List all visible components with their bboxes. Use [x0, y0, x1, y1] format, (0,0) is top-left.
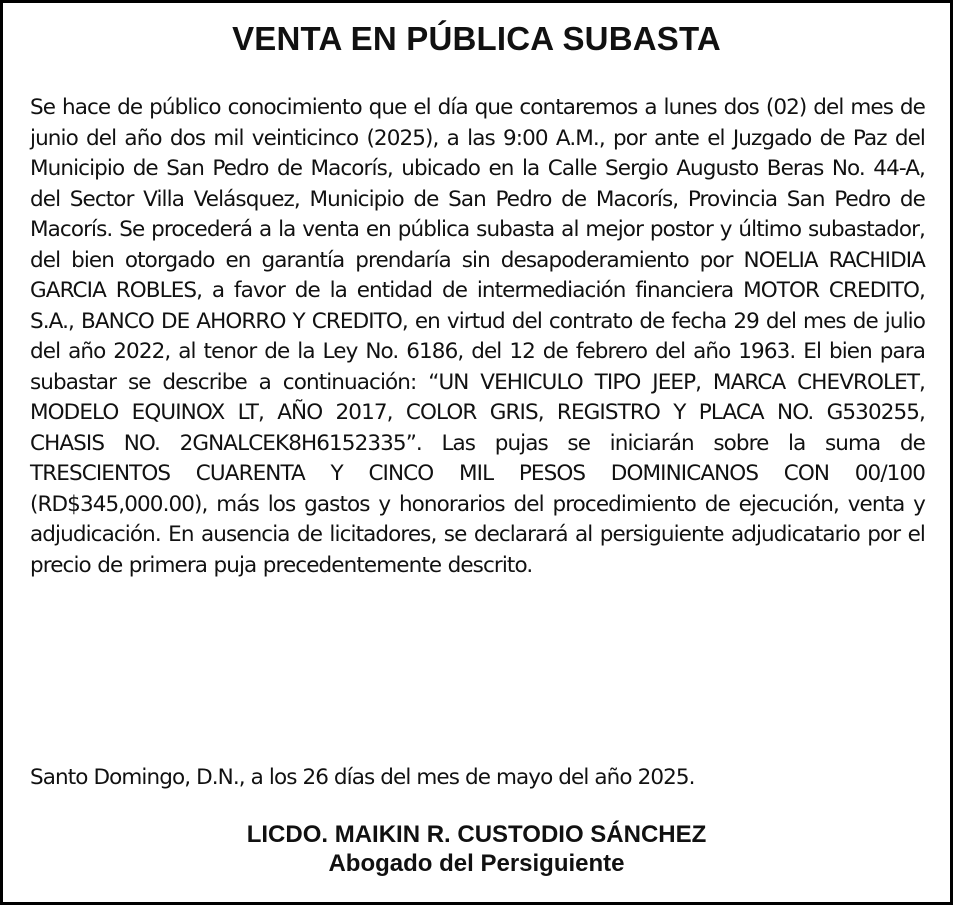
notice-date-line: Santo Domingo, D.N., a los 26 días del mes de mayo del año 2025. — [30, 765, 695, 790]
signature-name: LICDO. MAIKIN R. CUSTODIO SÁNCHEZ — [246, 821, 707, 848]
signature-role: Abogado del Persiguiente — [328, 850, 625, 877]
notice-body: Se hace de público conocimiento que el día que contaremos a lunes dos (02) del mes de junio del año dos mil veinticinco (2025), a las 9:00 A.M., por ante el Juzgado de Paz del Municipio de San Pedro de Macorís, ubicado en la Calle Sergio Augusto Beras No. 44-A, del Sector Villa Velásquez, Municipio de San Pedro de Macorís, Provincia San Pedro de Macorís. Se procederá a la venta en pública subasta al mejor postor y último subastador, del bien otorgado en garantía prendaría sin desapoderamiento por NOELIA RACHIDIA GARCIA ROBLES, a favor de la entidad de intermediación financiera MOTOR CREDITO, S.A., BANCO DE AHORRO Y CREDITO, en virtud del contrato de fecha 29 del mes de julio del año 2022, al tenor de la Ley No. 6186, del 12 de febrero del año 1963. El bien para subastar se describe a continuación: “UN VEHICULO TIPO JEEP, MARCA CHEVROLET, MODELO EQUINOX LT, AÑO 2017, COLOR GRIS, REGISTRO Y PLACA NO. G530255, CHASIS NO. 2GNALCEK8H6152335”. Las pujas se iniciarán sobre la suma de TRESCIENTOS CUARENTA Y CINCO MIL PESOS DOMINICANOS CON 00/100 (RD$345,000.00), más los gastos y honorarios del procedimiento de ejecución, venta y adjudicación. En ausencia de licitadores, se declarará al persiguiente adjudicatario por el precio de primera puja precedentemente descrito. — [30, 95, 925, 578]
notice-title: VENTA EN PÚBLICA SUBASTA — [232, 20, 721, 57]
